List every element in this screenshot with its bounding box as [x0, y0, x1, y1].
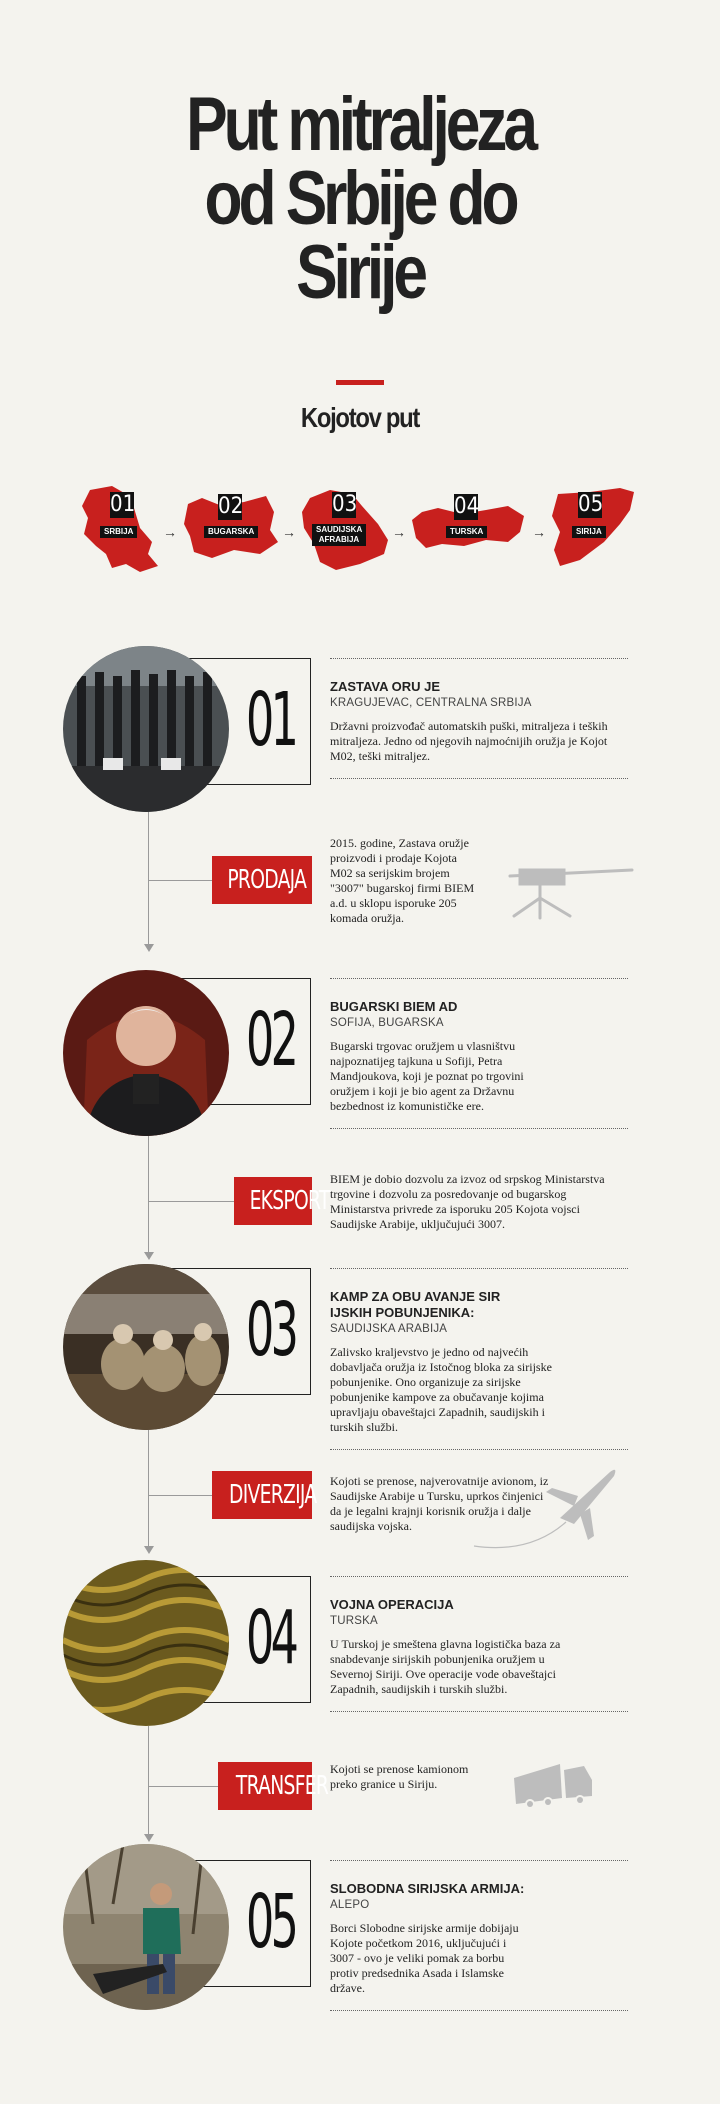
connector-text: Kojoti se prenose kamionom preko granice u Siriju.: [330, 1762, 469, 1791]
route-country-serbia: [82, 484, 160, 574]
timeline-line: [148, 1430, 149, 1548]
route-name-3: SAUDIJSKA AFRABIJA: [312, 524, 366, 546]
route-country-syria: [550, 484, 636, 574]
stage-place: ALEPO: [330, 1899, 370, 1911]
connector-text: 2015. godine, Zastava oružje proizvodi i prodaje Kojota M02 sa serijskim brojem "3007" bugarskoj firmi BIEM a.d. u sklopu isporuke 205 komada oružja.: [330, 836, 475, 925]
stage-title: KAMP ZA OBU AVANJE SIR IJSKIH POBUNJENIKA:: [330, 1289, 501, 1320]
stage-place: SOFIJA, BUGARSKA: [330, 1017, 444, 1029]
route-country-bulgaria: [182, 484, 278, 574]
stage-photo-weapons: [63, 646, 229, 812]
stage-number: 03: [246, 1287, 296, 1373]
route-num-1: 01: [110, 492, 136, 517]
stage-title: ZASTAVA ORU JE: [330, 679, 441, 694]
route-num-4: 04: [454, 494, 480, 519]
timeline-line: [148, 1726, 149, 1836]
title-line-3: Sirije: [296, 230, 424, 315]
connector-text: Kojoti se prenose, najverovatnije avionom, iz Saudijske Arabije u Tursku, uprkos činjenici da je legalni krajnji korisnik oružja i dalje saudijska vojska.: [330, 1474, 549, 1533]
connector-line: [148, 1495, 212, 1496]
stage-number: 02: [246, 997, 296, 1083]
stage-place: SAUDIJSKA ARABIJA: [330, 1323, 448, 1335]
route-name-1: SRBIJA: [100, 526, 137, 538]
timeline-arrow-icon: [144, 1834, 154, 1842]
route-arrow-icon: →: [163, 524, 177, 540]
stage-number: 04: [246, 1595, 296, 1681]
route-name-5: SIRIJA: [572, 526, 606, 538]
page-title: [65, 82, 655, 315]
connector-line: [148, 1786, 218, 1787]
stage-body: Bugarski trgovac oružjem u vlasništvu najpoznatijeg tajkuna u Sofiji, Petra Mandjoukova, koji je poznat po trgovini oružjem i koji je bio agent za Državnu bezbednost iz komunističke ere.: [330, 1039, 524, 1113]
connector-line: [148, 1201, 234, 1202]
timeline-arrow-icon: [144, 1546, 154, 1554]
stage-title: SLOBODNA SIRIJSKA ARMIJA:: [330, 1881, 525, 1896]
connector-label: DIVERZIJA: [212, 1471, 312, 1519]
stage-title: VOJNA OPERACIJA: [330, 1597, 454, 1612]
route-arrow-icon: →: [532, 524, 546, 540]
stage-number: 01: [246, 677, 296, 763]
stage-photo-businessman: [63, 970, 229, 1136]
route-arrow-icon: →: [282, 524, 296, 540]
stage-photo-soldiers: [63, 1264, 229, 1430]
connector-text: BIEM je dobio dozvolu za izvoz od srpskog Ministarstva trgovine i dozvolu za posredovanje od bugarskog Ministarstva privrede za isporuku 205 Kojota vojsci Saudijske Arabije, uključujući 3007.: [330, 1172, 605, 1231]
route-num-5: 05: [578, 492, 604, 517]
title-line-1: Put mitraljeza: [186, 82, 534, 167]
stage-body: Borci Slobodne sirijske armije dobijaju Kojote početkom 2016, uključujući i 3007 - ovo je veliki pomak za borbu protiv predsednika Asada i Islamske države.: [330, 1921, 519, 1995]
stage-place: TURSKA: [330, 1615, 378, 1627]
title-divider: [336, 380, 384, 385]
stage-body: Državni proizvođač automatskih puški, mitraljeza i teških mitraljeza. Jedno od njegovih najmoćnijih oružja je Kojot M02, teški mitraljez.: [330, 719, 608, 763]
stage-card: [330, 1576, 628, 1712]
timeline-arrow-icon: [144, 944, 154, 952]
machine-gun-icon: [500, 856, 634, 920]
timeline-line: [148, 810, 149, 946]
stage-card: [330, 658, 628, 779]
airplane-icon: [470, 1462, 620, 1554]
stage-number: 05: [246, 1879, 296, 1965]
stage-card: [330, 1268, 628, 1450]
route-arrow-icon: →: [392, 524, 406, 540]
connector-label: TRANSFER: [218, 1762, 312, 1810]
route-num-3: 03: [332, 492, 358, 517]
stage-body: Zalivsko kraljevstvo je jedno od najvećih dobavljača oružja iz Istočnog bloka za sirijske pobunjenike. Ono organizuje za sirijske pobunjenike kampove za obučavanje kojima upravljaju obaveštajci Zapadnih, saudijskih i turskih službi.: [330, 1345, 552, 1434]
route-name-2: BUGARSKA: [204, 526, 258, 538]
timeline-arrow-icon: [144, 1252, 154, 1260]
route-num-2: 02: [218, 494, 244, 519]
timeline-line: [148, 1134, 149, 1254]
stage-card: [330, 1860, 628, 2011]
stage-photo-fighter: [63, 1844, 229, 2010]
title-line-2: od Srbije do: [204, 156, 516, 241]
route-map: [0, 484, 720, 574]
stage-photo-ammunition: [63, 1560, 229, 1726]
truck-icon: [508, 1758, 594, 1814]
stage-title: BUGARSKI BIEM AD: [330, 999, 458, 1014]
connector-label: PRODAJA: [212, 856, 312, 904]
connector-line: [148, 880, 212, 881]
route-name-4: TURSKA: [446, 526, 487, 538]
stage-body: U Turskoj je smeštena glavna logistička baza za snabdevanje sirijskih pobunjenika oružjem u Severnoj Siriji. Ove operacije vode obaveštajci Zapadnih, saudijskih i turskih službi.: [330, 1637, 561, 1696]
connector-label: EKSPORT: [234, 1177, 312, 1225]
route-country-turkey: [408, 484, 526, 574]
route-country-saudi: [300, 484, 390, 574]
page-subtitle: Kojotov put: [300, 402, 420, 433]
stage-place: KRAGUJEVAC, CENTRALNA SRBIJA: [330, 697, 532, 709]
stage-card: [330, 978, 628, 1129]
